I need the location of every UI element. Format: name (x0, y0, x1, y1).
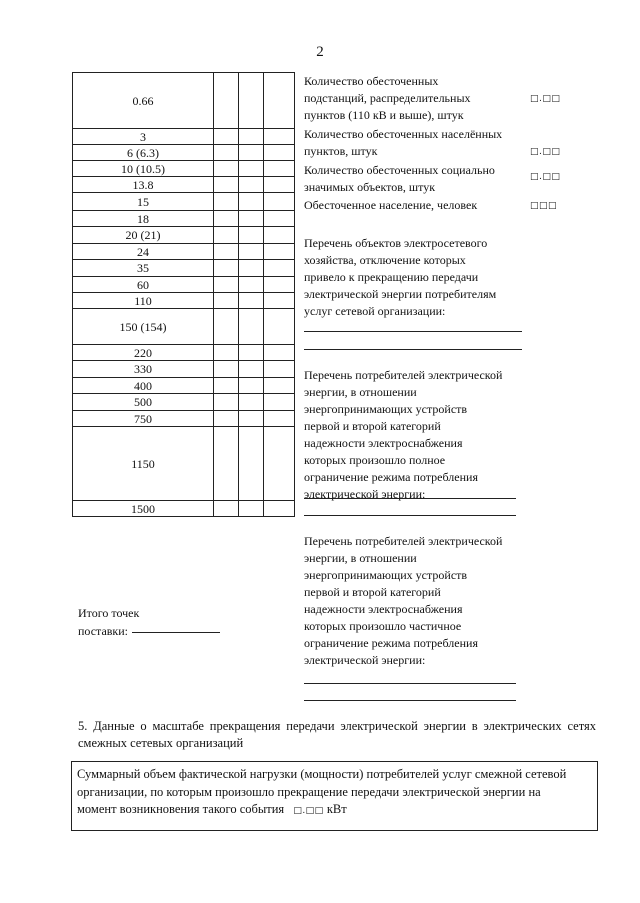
voltage-entry-cell[interactable] (239, 501, 264, 517)
voltage-entry-cell[interactable] (214, 161, 239, 177)
social-line-2: значимых объектов, штук (304, 180, 436, 194)
voltage-entry-cell[interactable] (264, 227, 295, 244)
partial-limit-line-8: электрической энергии: (304, 653, 426, 667)
voltage-row (73, 244, 295, 260)
full-limit-line-7: ограничение режима потребления (304, 470, 478, 484)
voltage-entry-cell[interactable] (214, 73, 239, 129)
grid-objects-entry-line-1[interactable] (304, 331, 522, 332)
voltage-entry-cell[interactable] (214, 145, 239, 161)
voltage-value: 15 (73, 193, 214, 211)
grid-objects-line-4: электрической энергии потребителям (304, 287, 497, 301)
voltage-entry-cell[interactable] (239, 73, 264, 129)
voltage-entry-cell[interactable] (214, 427, 239, 501)
voltage-entry-cell[interactable] (214, 309, 239, 345)
voltage-entry-cell[interactable] (214, 129, 239, 145)
total-delivery-points-label (78, 604, 139, 640)
voltage-row (73, 394, 295, 411)
voltage-entry-cell[interactable] (239, 193, 264, 211)
population-line-1: Обесточенное население, человек (304, 198, 478, 212)
summary-line-2: организации, по которым произошло прекращение передачи электрической энергии на (77, 784, 541, 799)
grid-objects-entry-line-2[interactable] (304, 349, 522, 350)
voltage-value: 60 (73, 277, 214, 293)
voltage-row (73, 277, 295, 293)
voltage-value: 35 (73, 260, 214, 277)
voltage-value: 0.66 (73, 73, 214, 129)
voltage-entry-cell[interactable] (214, 211, 239, 227)
voltage-row (73, 309, 295, 345)
voltage-value: 24 (73, 244, 214, 260)
voltage-row (73, 177, 295, 193)
voltage-entry-cell[interactable] (239, 394, 264, 411)
voltage-row (73, 427, 295, 501)
voltage-entry-cell[interactable] (264, 501, 295, 517)
voltage-value: 3 (73, 129, 214, 145)
voltage-value: 330 (73, 361, 214, 378)
partial-limit-line-6: которых произошло частичное (304, 619, 462, 633)
voltage-entry-cell[interactable] (239, 244, 264, 260)
voltage-value: 20 (21) (73, 227, 214, 244)
full-limit-line-6: которых произошло полное (304, 453, 446, 467)
full-limit-label (304, 367, 534, 503)
voltage-entry-cell[interactable] (239, 129, 264, 145)
voltage-entry-cell[interactable] (264, 427, 295, 501)
voltage-row (73, 161, 295, 177)
full-limit-line-8: электрической энергии: (304, 487, 426, 501)
voltage-entry-cell[interactable] (239, 260, 264, 277)
voltage-value: 220 (73, 345, 214, 361)
voltage-entry-cell[interactable] (239, 161, 264, 177)
voltage-row (73, 293, 295, 309)
voltage-entry-cell[interactable] (239, 211, 264, 227)
voltage-entry-cell[interactable] (214, 177, 239, 193)
settlements-line-2: пунктов, штук (304, 144, 378, 158)
voltage-entry-cell[interactable] (214, 394, 239, 411)
social-line-1: Количество обесточенных социально (304, 163, 495, 177)
voltage-entry-cell[interactable] (239, 361, 264, 378)
voltage-entry-cell[interactable] (214, 411, 239, 427)
voltage-entry-cell[interactable] (214, 345, 239, 361)
voltage-entry-cell[interactable] (214, 227, 239, 244)
voltage-value: 1500 (73, 501, 214, 517)
voltage-value: 18 (73, 211, 214, 227)
full-limit-line-4: первой и второй категорий (304, 419, 441, 433)
voltage-entry-cell[interactable] (239, 145, 264, 161)
voltage-entry-cell[interactable] (214, 378, 239, 394)
voltage-entry-cell[interactable] (264, 361, 295, 378)
voltage-entry-cell[interactable] (239, 378, 264, 394)
social-count-field[interactable]: □.□□ (530, 172, 561, 182)
voltage-row (73, 145, 295, 161)
settlements-count-field[interactable]: □.□□ (530, 147, 561, 157)
voltage-value: 6 (6.3) (73, 145, 214, 161)
total-delivery-points-field[interactable] (132, 632, 220, 633)
full-limit-line-2: энергии, в отношении (304, 385, 417, 399)
voltage-entry-cell[interactable] (239, 177, 264, 193)
population-label (304, 197, 534, 214)
full-limit-entry-line-1[interactable] (304, 498, 516, 499)
voltage-entry-cell[interactable] (214, 193, 239, 211)
voltage-value: 10 (10.5) (73, 161, 214, 177)
settlements-label (304, 126, 534, 160)
voltage-entry-cell[interactable] (264, 394, 295, 411)
voltage-entry-cell[interactable] (264, 177, 295, 193)
settlements-line-1: Количество обесточенных населённых (304, 127, 503, 141)
voltage-row (73, 193, 295, 211)
population-count-field[interactable]: □□□ (530, 201, 558, 211)
partial-limit-entry-line-1[interactable] (304, 683, 516, 684)
voltage-table-body (73, 73, 295, 517)
voltage-value: 150 (154) (73, 309, 214, 345)
voltage-entry-cell[interactable] (239, 309, 264, 345)
voltage-row (73, 260, 295, 277)
voltage-entry-cell[interactable] (264, 293, 295, 309)
voltage-value: 750 (73, 411, 214, 427)
voltage-entry-cell[interactable] (239, 427, 264, 501)
voltage-entry-cell[interactable] (239, 277, 264, 293)
voltage-row (73, 227, 295, 244)
voltage-entry-cell[interactable] (214, 260, 239, 277)
grid-objects-label (304, 235, 534, 320)
grid-objects-line-2: хозяйства, отключение которых (304, 253, 466, 267)
voltage-entry-cell[interactable] (264, 73, 295, 129)
partial-limit-line-1: Перечень потребителей электрической (304, 534, 503, 548)
voltage-row (73, 129, 295, 145)
voltage-row (73, 345, 295, 361)
partial-limit-line-2: энергии, в отношении (304, 551, 417, 565)
voltage-entry-cell[interactable] (214, 293, 239, 309)
partial-limit-entry-line-2[interactable] (304, 700, 516, 701)
substations-label (304, 73, 534, 124)
partial-limit-line-4: первой и второй категорий (304, 585, 441, 599)
section-5-heading: 5. Данные о масштабе прекращения передачи электрической энергии в электрических сетях смежных сетевых организаций (78, 719, 596, 750)
summary-line-1: Суммарный объем фактической нагрузки (мощности) потребителей услуг смежной сетевой (77, 767, 567, 781)
partial-limit-line-3: энергопринимающих устройств (304, 568, 468, 582)
voltage-value: 13.8 (73, 177, 214, 193)
voltage-value: 110 (73, 293, 214, 309)
summary-line-3 (77, 801, 592, 821)
substations-count-field[interactable]: □.□□ (530, 94, 561, 104)
voltage-entry-cell[interactable] (264, 193, 295, 211)
voltage-entry-cell[interactable] (264, 145, 295, 161)
total-line-2: поставки: (78, 624, 129, 638)
substations-line-1: Количество обесточенных (304, 74, 439, 88)
partial-limit-line-5: надежности электроснабжения (304, 602, 463, 616)
partial-limit-label (304, 533, 534, 669)
voltage-entry-cell[interactable] (239, 293, 264, 309)
full-limit-entry-line-2[interactable] (304, 515, 516, 516)
voltage-entry-cell[interactable] (264, 244, 295, 260)
voltage-value: 500 (73, 394, 214, 411)
voltage-entry-cell[interactable] (264, 211, 295, 227)
voltage-entry-cell[interactable] (264, 345, 295, 361)
summary-line-3-text: момент возникновения такого события (77, 802, 285, 816)
grid-objects-line-5: услуг сетевой организации: (304, 304, 446, 318)
social-objects-label (304, 162, 534, 196)
full-limit-line-3: энергопринимающих устройств (304, 402, 468, 416)
substations-line-2: подстанций, распределительных (304, 91, 471, 105)
voltage-value: 400 (73, 378, 214, 394)
total-line-1: Итого точек (78, 606, 140, 620)
voltage-entry-cell[interactable] (264, 260, 295, 277)
partial-limit-line-7: ограничение режима потребления (304, 636, 478, 650)
page-number: 2 (316, 44, 324, 60)
voltage-table (72, 72, 295, 517)
voltage-row (73, 378, 295, 394)
voltage-value: 1150 (73, 427, 214, 501)
voltage-entry-cell[interactable] (239, 227, 264, 244)
voltage-entry-cell[interactable] (214, 244, 239, 260)
voltage-row (73, 411, 295, 427)
voltage-entry-cell[interactable] (264, 378, 295, 394)
voltage-entry-cell[interactable] (264, 309, 295, 345)
voltage-row (73, 73, 295, 129)
voltage-entry-cell[interactable] (239, 411, 264, 427)
voltage-entry-cell[interactable] (214, 501, 239, 517)
full-limit-line-1: Перечень потребителей электрической (304, 368, 503, 382)
grid-objects-line-1: Перечень объектов электросетевого (304, 236, 488, 250)
voltage-row (73, 361, 295, 378)
voltage-entry-cell[interactable] (264, 129, 295, 145)
summary-unit: кВт (326, 802, 347, 816)
voltage-entry-cell[interactable] (214, 361, 239, 378)
summary-box (71, 761, 598, 831)
voltage-row (73, 501, 295, 517)
substations-line-3: пунктов (110 кВ и выше), штук (304, 108, 464, 122)
voltage-entry-cell[interactable] (214, 277, 239, 293)
voltage-entry-cell[interactable] (264, 277, 295, 293)
summary-load-field[interactable]: □.□□ (293, 806, 324, 816)
grid-objects-line-3: привело к прекращению передачи (304, 270, 479, 284)
full-limit-line-5: надежности электроснабжения (304, 436, 463, 450)
voltage-entry-cell[interactable] (264, 411, 295, 427)
voltage-entry-cell[interactable] (239, 345, 264, 361)
voltage-entry-cell[interactable] (264, 161, 295, 177)
voltage-row (73, 211, 295, 227)
